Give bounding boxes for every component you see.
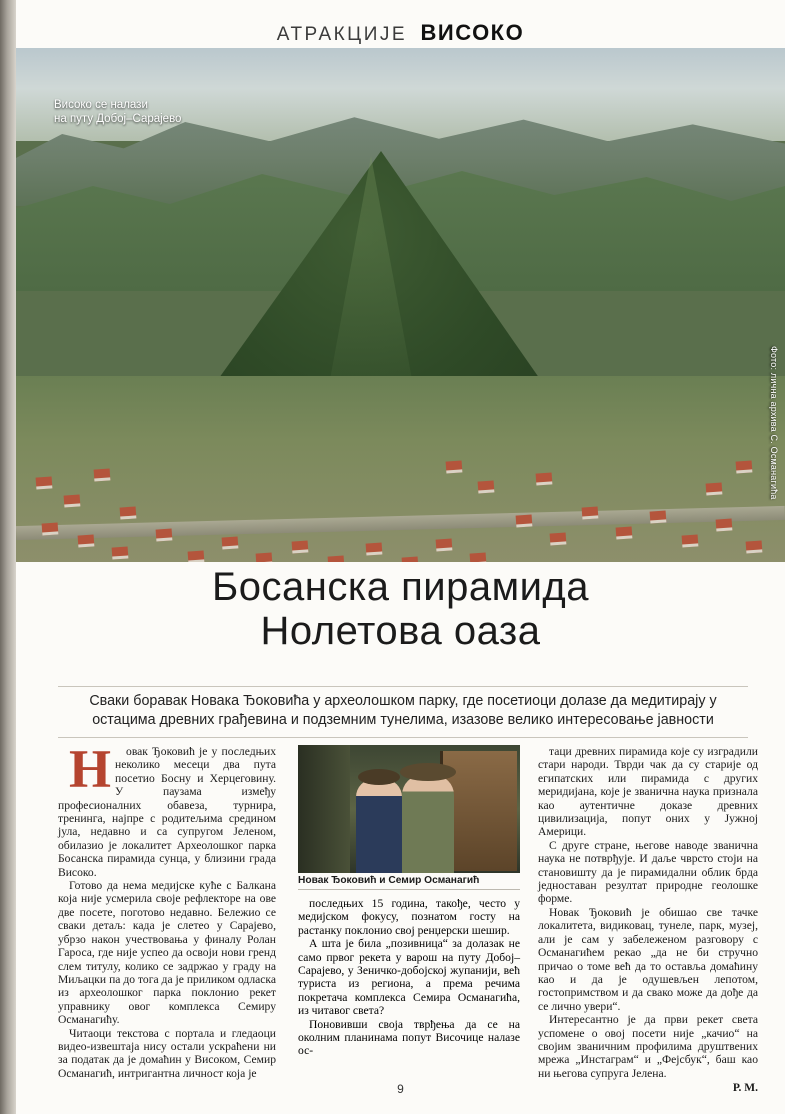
headline-line-1: Босанска пирамида (212, 565, 589, 609)
standfirst-rule-top (58, 686, 748, 687)
photo-caption (54, 98, 181, 126)
page-binding-edge (0, 0, 16, 1114)
body-paragraph: Новак Ђоковић је обишао све тачке локалитета, видиковац, тунеле, парк, музеј, али је сам у забележеном разговору с Османагићем рекао „да не би стручно причао о томе већ да то оставља домаћину као и да је одушевљен лепотом, гостопримством и да свако може да дође да се лично увери“. (538, 905, 758, 1013)
body-paragraph: Читаоци текстова с портала и гледаоци видео-извештаја нису остали ускраћени ни за податак да је домаћин у Високом, Семир Османагић, интригантна личност која је (58, 1026, 276, 1080)
header-title: ВИСОКО (420, 20, 525, 45)
article-body (58, 739, 758, 1095)
standfirst-rule-bottom (58, 737, 748, 738)
body-paragraph: Интересантно је да први рекет света успомене о овој посети није „качио“ на својим званичним профилима друштвених мрежа „Инстаграм“ и „Фејсбук“, баш као ни његова супруга Јелена. (538, 1013, 758, 1080)
header-kicker: АТРАКЦИЈЕ (276, 24, 408, 45)
hat-icon (358, 769, 400, 785)
body-paragraph: Поновивши своја тврђења да се на околним планинама попут Височице налазе ос- (298, 1017, 520, 1058)
page-number: 9 (397, 1082, 404, 1096)
page-content (16, 0, 785, 1114)
inline-photo-person-right (402, 775, 454, 873)
body-paragraph: Готово да нема медијске куће с Балкана која није усмерила своје рефлекторе на ове две посете, поготово недавно. Бележио се сваки детаљ: када је слетео у Сарајево, убрзо након учествовања у финалу Ролан Гароса, где није успео да освоји нови гренд слем титулу, колико се задржао у граду на Миљацки па до тога да је приликом одласка из археолошког парка поклонио рекет управнику овог комплекса Семиру Османагићу. (58, 879, 276, 1027)
inline-photo-caption: Новак Ђоковић и Семир Османагић (298, 875, 520, 890)
body-paragraph (58, 739, 276, 879)
body-paragraph-text: овак Ђоковић је у последњих неколико месеци два пута посетио Босну и Херцеговину. У паузама између професионалних обавеза, турнира, тренинга, најпре с родитељима средином јула, недавно и са супругом Јеленом, обилазио је локалитет Археолошког парка Босанска пирамида сунца, у близини града Високо. (58, 745, 276, 879)
headline-line-2: Нолетова оаза (260, 609, 541, 653)
photo-caption-line2: на путу Добој–Сарајево (54, 113, 182, 125)
body-paragraph: последњих 15 година, такође, често у медијском фокусу, познатом госту на растанку поклонио свој ренџерски шешир. (298, 897, 520, 937)
body-paragraph: С друге стране, његове наводе званична наука не потврђује. И даље чврсто стоји на становишту да је пирамидални облик брда једноставан резултат природне геолошке форме. (538, 838, 758, 906)
photo-credit: Фото: лична архива С. Османагића (769, 346, 779, 500)
photo-sky (16, 46, 785, 141)
hero-photo (16, 46, 785, 562)
inline-photo-wall (298, 745, 350, 873)
body-column-3 (538, 745, 758, 1096)
body-column-1 (58, 739, 276, 1080)
article-standfirst: Сваки боравак Новака Ђоковића у археолошком парку, где посетиоци долазе да медитирају у остацима древних грађевина и подземним тунелима, изазове велико интересовање јавности (89, 693, 717, 728)
inline-photo-person-left (356, 779, 402, 873)
body-paragraph: А шта је била „позивница“ за долазак не само првог рекета у варош на путу Добој–Сарајево, у Зеничко-добојској жупанији, већ туриста из региона, а према речима покретача комплекса Семира Османагића, из читавог света? (298, 937, 520, 1018)
header-inner (16, 0, 785, 46)
drop-cap: Н (69, 739, 112, 799)
photo-caption-line1: Високо се налази (54, 99, 148, 111)
photo-village-houses (16, 411, 785, 562)
article-headline (16, 565, 785, 653)
hat-icon (400, 763, 456, 781)
body-column-2 (298, 897, 520, 1058)
page-header (16, 0, 785, 48)
inline-photo (298, 745, 520, 873)
author-signature: Р. М. (732, 1082, 758, 1095)
body-paragraph: таци древних пирамида које су изградили стари народи. Тврди чак да су старије од египатских или пирамида с других меридијана, које је званична наука признала као аутентичне доказе древних цивилизација, попут оних у Јужној Америци. (538, 745, 758, 839)
